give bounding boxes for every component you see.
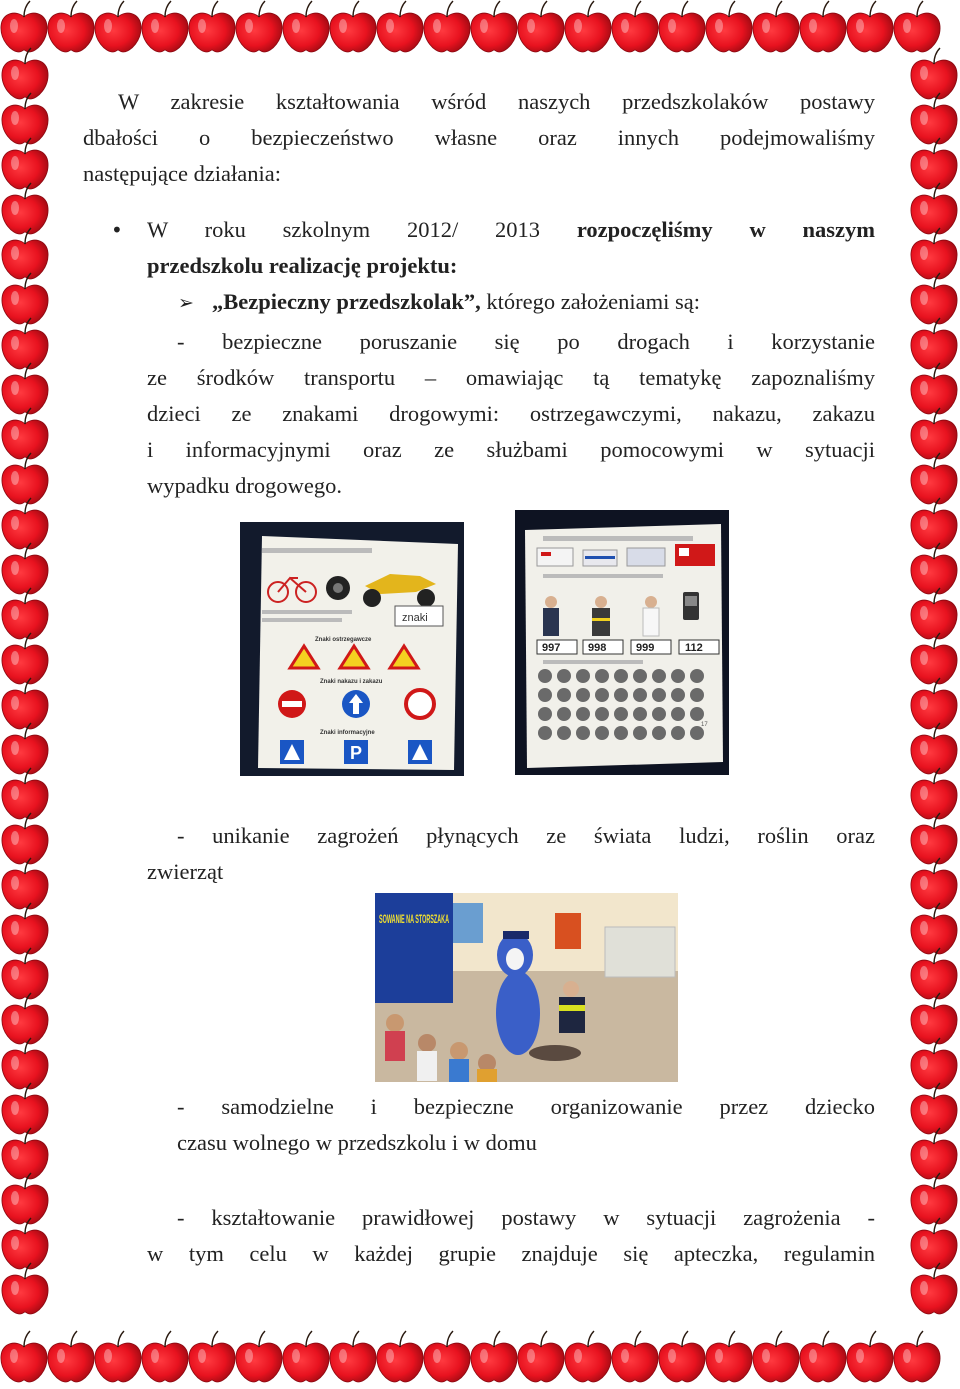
apple-icon bbox=[911, 1083, 957, 1134]
apple-icon bbox=[48, 1331, 94, 1382]
sticker-dot bbox=[538, 707, 552, 721]
apple-icon bbox=[894, 1331, 940, 1382]
apple-icon bbox=[2, 48, 48, 99]
sticker-dot bbox=[633, 688, 647, 702]
sticker-dot bbox=[671, 726, 685, 740]
parking-sign-icon bbox=[344, 740, 368, 764]
arrow-marker: ➢ bbox=[178, 292, 194, 314]
intro-line-3: następujące działania: bbox=[83, 161, 282, 186]
apple-icon bbox=[95, 1331, 141, 1382]
apple-icon bbox=[518, 1331, 564, 1382]
apple-icon bbox=[911, 588, 957, 639]
apple-icon bbox=[911, 768, 957, 819]
apple-icon bbox=[894, 1, 940, 52]
intro-line-1: W zakresie kształtowania wśród naszych przedszkolaków postawy bbox=[118, 89, 875, 114]
apple-icon bbox=[911, 363, 957, 414]
order-prohibition-label: Znaki nakazu i zakazu bbox=[320, 679, 383, 685]
parking-letter: P bbox=[350, 743, 363, 763]
point1-line-1: - bezpieczne poruszanie się po drogach i korzystanie bbox=[177, 329, 875, 354]
apple-icon bbox=[2, 768, 48, 819]
police-car-icon bbox=[583, 550, 617, 566]
apple-icon bbox=[2, 588, 48, 639]
sticker-dot bbox=[633, 726, 647, 740]
photo-road-signs-workbook bbox=[240, 522, 464, 776]
crosswalk-sign-icon bbox=[408, 740, 432, 764]
apple-icon bbox=[2, 453, 48, 504]
workbook-heading-line bbox=[262, 548, 372, 553]
apple-icon bbox=[2, 183, 48, 234]
apple-icon bbox=[1, 1331, 47, 1382]
sticker-dot bbox=[652, 688, 666, 702]
point1-paragraph bbox=[147, 324, 875, 504]
apple-icon bbox=[471, 1, 517, 52]
apple-icon bbox=[847, 1, 893, 52]
apple-icon bbox=[424, 1, 470, 52]
point1-line-2: ze środków transportu – omawiając tą tematykę zapoznaliśmy bbox=[147, 365, 875, 390]
apple-icon bbox=[911, 48, 957, 99]
apple-icon bbox=[911, 813, 957, 864]
point4-line-2: w tym celu w każdej grupie znajduje się apteczka, regulamin bbox=[147, 1241, 875, 1266]
apple-icon bbox=[911, 858, 957, 909]
sticker-dot bbox=[614, 688, 628, 702]
point4-line-1: - kształtowanie prawidłowej postawy w sytuacji zagrożenia - bbox=[177, 1205, 875, 1230]
sticker-dot bbox=[557, 707, 571, 721]
apple-icon bbox=[2, 1038, 48, 1089]
emergency-number-997: 997 bbox=[542, 642, 561, 654]
apple-icon bbox=[911, 948, 957, 999]
sticker-dot bbox=[557, 688, 571, 702]
page-number: 17 bbox=[701, 722, 708, 728]
apple-icon bbox=[2, 408, 48, 459]
sticker-dot bbox=[633, 707, 647, 721]
intro-paragraph bbox=[83, 84, 875, 192]
apple-icon bbox=[800, 1331, 846, 1382]
apple-icon bbox=[2, 138, 48, 189]
apple-icon bbox=[471, 1331, 517, 1382]
point2-line-2: zwierząt bbox=[147, 859, 224, 884]
apple-icon bbox=[2, 1173, 48, 1224]
sticker-dot bbox=[690, 707, 704, 721]
warning-signs-label: Znaki ostrzegawcze bbox=[315, 637, 372, 643]
sticker-dot bbox=[614, 707, 628, 721]
apple-icon bbox=[911, 408, 957, 459]
apple-icon bbox=[330, 1331, 376, 1382]
project-name: „Bezpieczny przedszkolak”, bbox=[212, 289, 481, 314]
apple-icon bbox=[283, 1, 329, 52]
sticker-dot bbox=[652, 726, 666, 740]
apple-icon bbox=[911, 633, 957, 684]
sticker-dot bbox=[576, 707, 590, 721]
fire-truck-icon bbox=[675, 544, 715, 566]
bullet-text-bold: rozpoczęliśmy w naszym bbox=[576, 217, 875, 242]
apple-icon bbox=[911, 93, 957, 144]
sticker-dot bbox=[652, 669, 666, 683]
banner-text: SOWANIE NA STORSZAKA bbox=[379, 912, 450, 926]
apple-icon bbox=[800, 1, 846, 52]
no-entry-sign-icon bbox=[278, 690, 306, 718]
apple-icon bbox=[911, 453, 957, 504]
bullet-paragraph bbox=[147, 212, 875, 284]
apple-icon bbox=[2, 1263, 48, 1314]
apple-icon bbox=[2, 993, 48, 1044]
sticker-dot bbox=[576, 669, 590, 683]
tire-icon bbox=[326, 576, 350, 600]
apple-icon bbox=[612, 1, 658, 52]
sticker-dot bbox=[557, 669, 571, 683]
apple-icon bbox=[2, 93, 48, 144]
apple-icon bbox=[911, 273, 957, 324]
sticker-dot bbox=[690, 669, 704, 683]
information-signs-label: Znaki informacyjne bbox=[320, 730, 375, 736]
sticker-dot bbox=[538, 726, 552, 740]
mobile-phone-icon bbox=[683, 592, 699, 620]
apple-icon bbox=[1, 1, 47, 52]
sticker-dot bbox=[671, 688, 685, 702]
bullet-text-normal: W roku szkolnym 2012/ 2013 bbox=[147, 217, 577, 242]
apple-icon bbox=[911, 678, 957, 729]
apple-icon bbox=[2, 363, 48, 414]
apple-icon bbox=[911, 318, 957, 369]
sticker-dot bbox=[595, 669, 609, 683]
sticker-dot bbox=[595, 688, 609, 702]
point1-line-3: dzieci ze znakami drogowymi: ostrzegawczymi, nakazu, zakazu bbox=[147, 401, 875, 426]
sticker-dot bbox=[576, 688, 590, 702]
apple-icon bbox=[911, 903, 957, 954]
sticker-dot bbox=[538, 688, 552, 702]
apple-icon bbox=[2, 273, 48, 324]
apple-icon bbox=[911, 993, 957, 1044]
emergency-number-998: 998 bbox=[588, 642, 607, 654]
emergency-number-112: 112 bbox=[685, 642, 703, 654]
sticker-dot bbox=[595, 707, 609, 721]
sticker-dot bbox=[671, 707, 685, 721]
apple-icon bbox=[377, 1331, 423, 1382]
apple-icon bbox=[283, 1331, 329, 1382]
point2-paragraph bbox=[147, 818, 875, 890]
police-officer-figure bbox=[543, 596, 559, 636]
sticker-dot bbox=[595, 726, 609, 740]
apple-icon bbox=[753, 1331, 799, 1382]
apple-icon bbox=[706, 1331, 752, 1382]
sticker-dot bbox=[614, 726, 628, 740]
apple-icon bbox=[911, 1218, 957, 1269]
apple-icon bbox=[424, 1331, 470, 1382]
sticker-dot bbox=[690, 726, 704, 740]
apple-icon bbox=[2, 903, 48, 954]
apple-icon bbox=[2, 228, 48, 279]
project-rest: którego założeniami są: bbox=[480, 289, 701, 314]
apple-icon bbox=[236, 1331, 282, 1382]
apple-icon bbox=[911, 138, 957, 189]
police-van-icon bbox=[627, 548, 665, 566]
mandatory-ahead-sign-icon bbox=[342, 690, 370, 718]
sticker-dot bbox=[652, 707, 666, 721]
apple-icon bbox=[911, 723, 957, 774]
apple-icon bbox=[659, 1331, 705, 1382]
apple-icon bbox=[2, 723, 48, 774]
project-line bbox=[212, 284, 700, 320]
bullet-line-2: przedszkolu realizację projektu: bbox=[147, 253, 458, 278]
point3-paragraph bbox=[147, 1089, 875, 1161]
bullet-marker: • bbox=[111, 218, 123, 242]
point3-line-1: - samodzielne i bezpieczne organizowanie przez dziecko bbox=[177, 1094, 875, 1119]
point1-line-4: i informacyjnymi oraz ze służbami pomocowymi w sytuacji bbox=[147, 437, 875, 462]
sticker-dot bbox=[614, 669, 628, 683]
apple-icon bbox=[189, 1331, 235, 1382]
photo-classroom-police-visit bbox=[375, 893, 678, 1082]
point1-line-5: wypadku drogowego. bbox=[147, 473, 342, 498]
sticker-dot bbox=[690, 688, 704, 702]
apple-icon bbox=[2, 678, 48, 729]
apple-icon bbox=[2, 543, 48, 594]
intro-line-2: dbałości o bezpieczeństwo własne oraz innych podejmowaliśmy bbox=[83, 125, 875, 150]
apple-icon bbox=[911, 1038, 957, 1089]
apple-icon bbox=[2, 948, 48, 999]
crosswalk-sign-icon bbox=[280, 740, 304, 764]
sticker-dot bbox=[557, 726, 571, 740]
apple-icon bbox=[706, 1, 752, 52]
emergency-number-999: 999 bbox=[636, 642, 655, 654]
photo-emergency-services-workbook bbox=[515, 510, 729, 775]
apple-icon bbox=[2, 633, 48, 684]
apple-icon bbox=[753, 1, 799, 52]
apple-icon bbox=[911, 1128, 957, 1179]
no-vehicles-sign-icon bbox=[406, 690, 434, 718]
sticker-dot bbox=[671, 669, 685, 683]
apple-icon bbox=[847, 1331, 893, 1382]
apple-icon bbox=[2, 1083, 48, 1134]
apple-icon bbox=[142, 1331, 188, 1382]
apple-icon bbox=[518, 1, 564, 52]
apple-icon bbox=[911, 498, 957, 549]
doctor-figure bbox=[643, 596, 659, 636]
apple-icon bbox=[142, 1, 188, 52]
apple-icon bbox=[612, 1331, 658, 1382]
bullet-line-1 bbox=[147, 212, 875, 248]
apple-icon bbox=[2, 498, 48, 549]
classroom-banner bbox=[375, 893, 453, 1003]
apple-icon bbox=[2, 318, 48, 369]
apple-icon bbox=[659, 1, 705, 52]
sticker-dot bbox=[576, 726, 590, 740]
apple-icon bbox=[2, 813, 48, 864]
apple-icon bbox=[236, 1, 282, 52]
apple-icon bbox=[565, 1331, 611, 1382]
sticker-dot bbox=[538, 669, 552, 683]
apple-icon bbox=[911, 1263, 957, 1314]
ambulance-icon bbox=[537, 548, 573, 566]
apple-icon bbox=[2, 1218, 48, 1269]
apple-icon bbox=[911, 228, 957, 279]
apple-icon bbox=[95, 1, 141, 52]
apple-icon bbox=[48, 1, 94, 52]
apple-icon bbox=[330, 1, 376, 52]
apple-icon bbox=[911, 183, 957, 234]
apple-icon bbox=[2, 858, 48, 909]
apple-icon bbox=[377, 1, 423, 52]
apple-icon bbox=[911, 1173, 957, 1224]
apple-icon bbox=[189, 1, 235, 52]
znaki-label: znaki bbox=[402, 612, 428, 624]
sticker-dot bbox=[633, 669, 647, 683]
point3-line-2: czasu wolnego w przedszkolu i w domu bbox=[177, 1130, 537, 1155]
point2-line-1: - unikanie zagrożeń płynących ze świata ludzi, roślin oraz bbox=[177, 823, 875, 848]
apple-icon bbox=[565, 1, 611, 52]
point4-paragraph bbox=[147, 1200, 875, 1272]
apple-icon bbox=[911, 543, 957, 594]
apple-icon bbox=[2, 1128, 48, 1179]
